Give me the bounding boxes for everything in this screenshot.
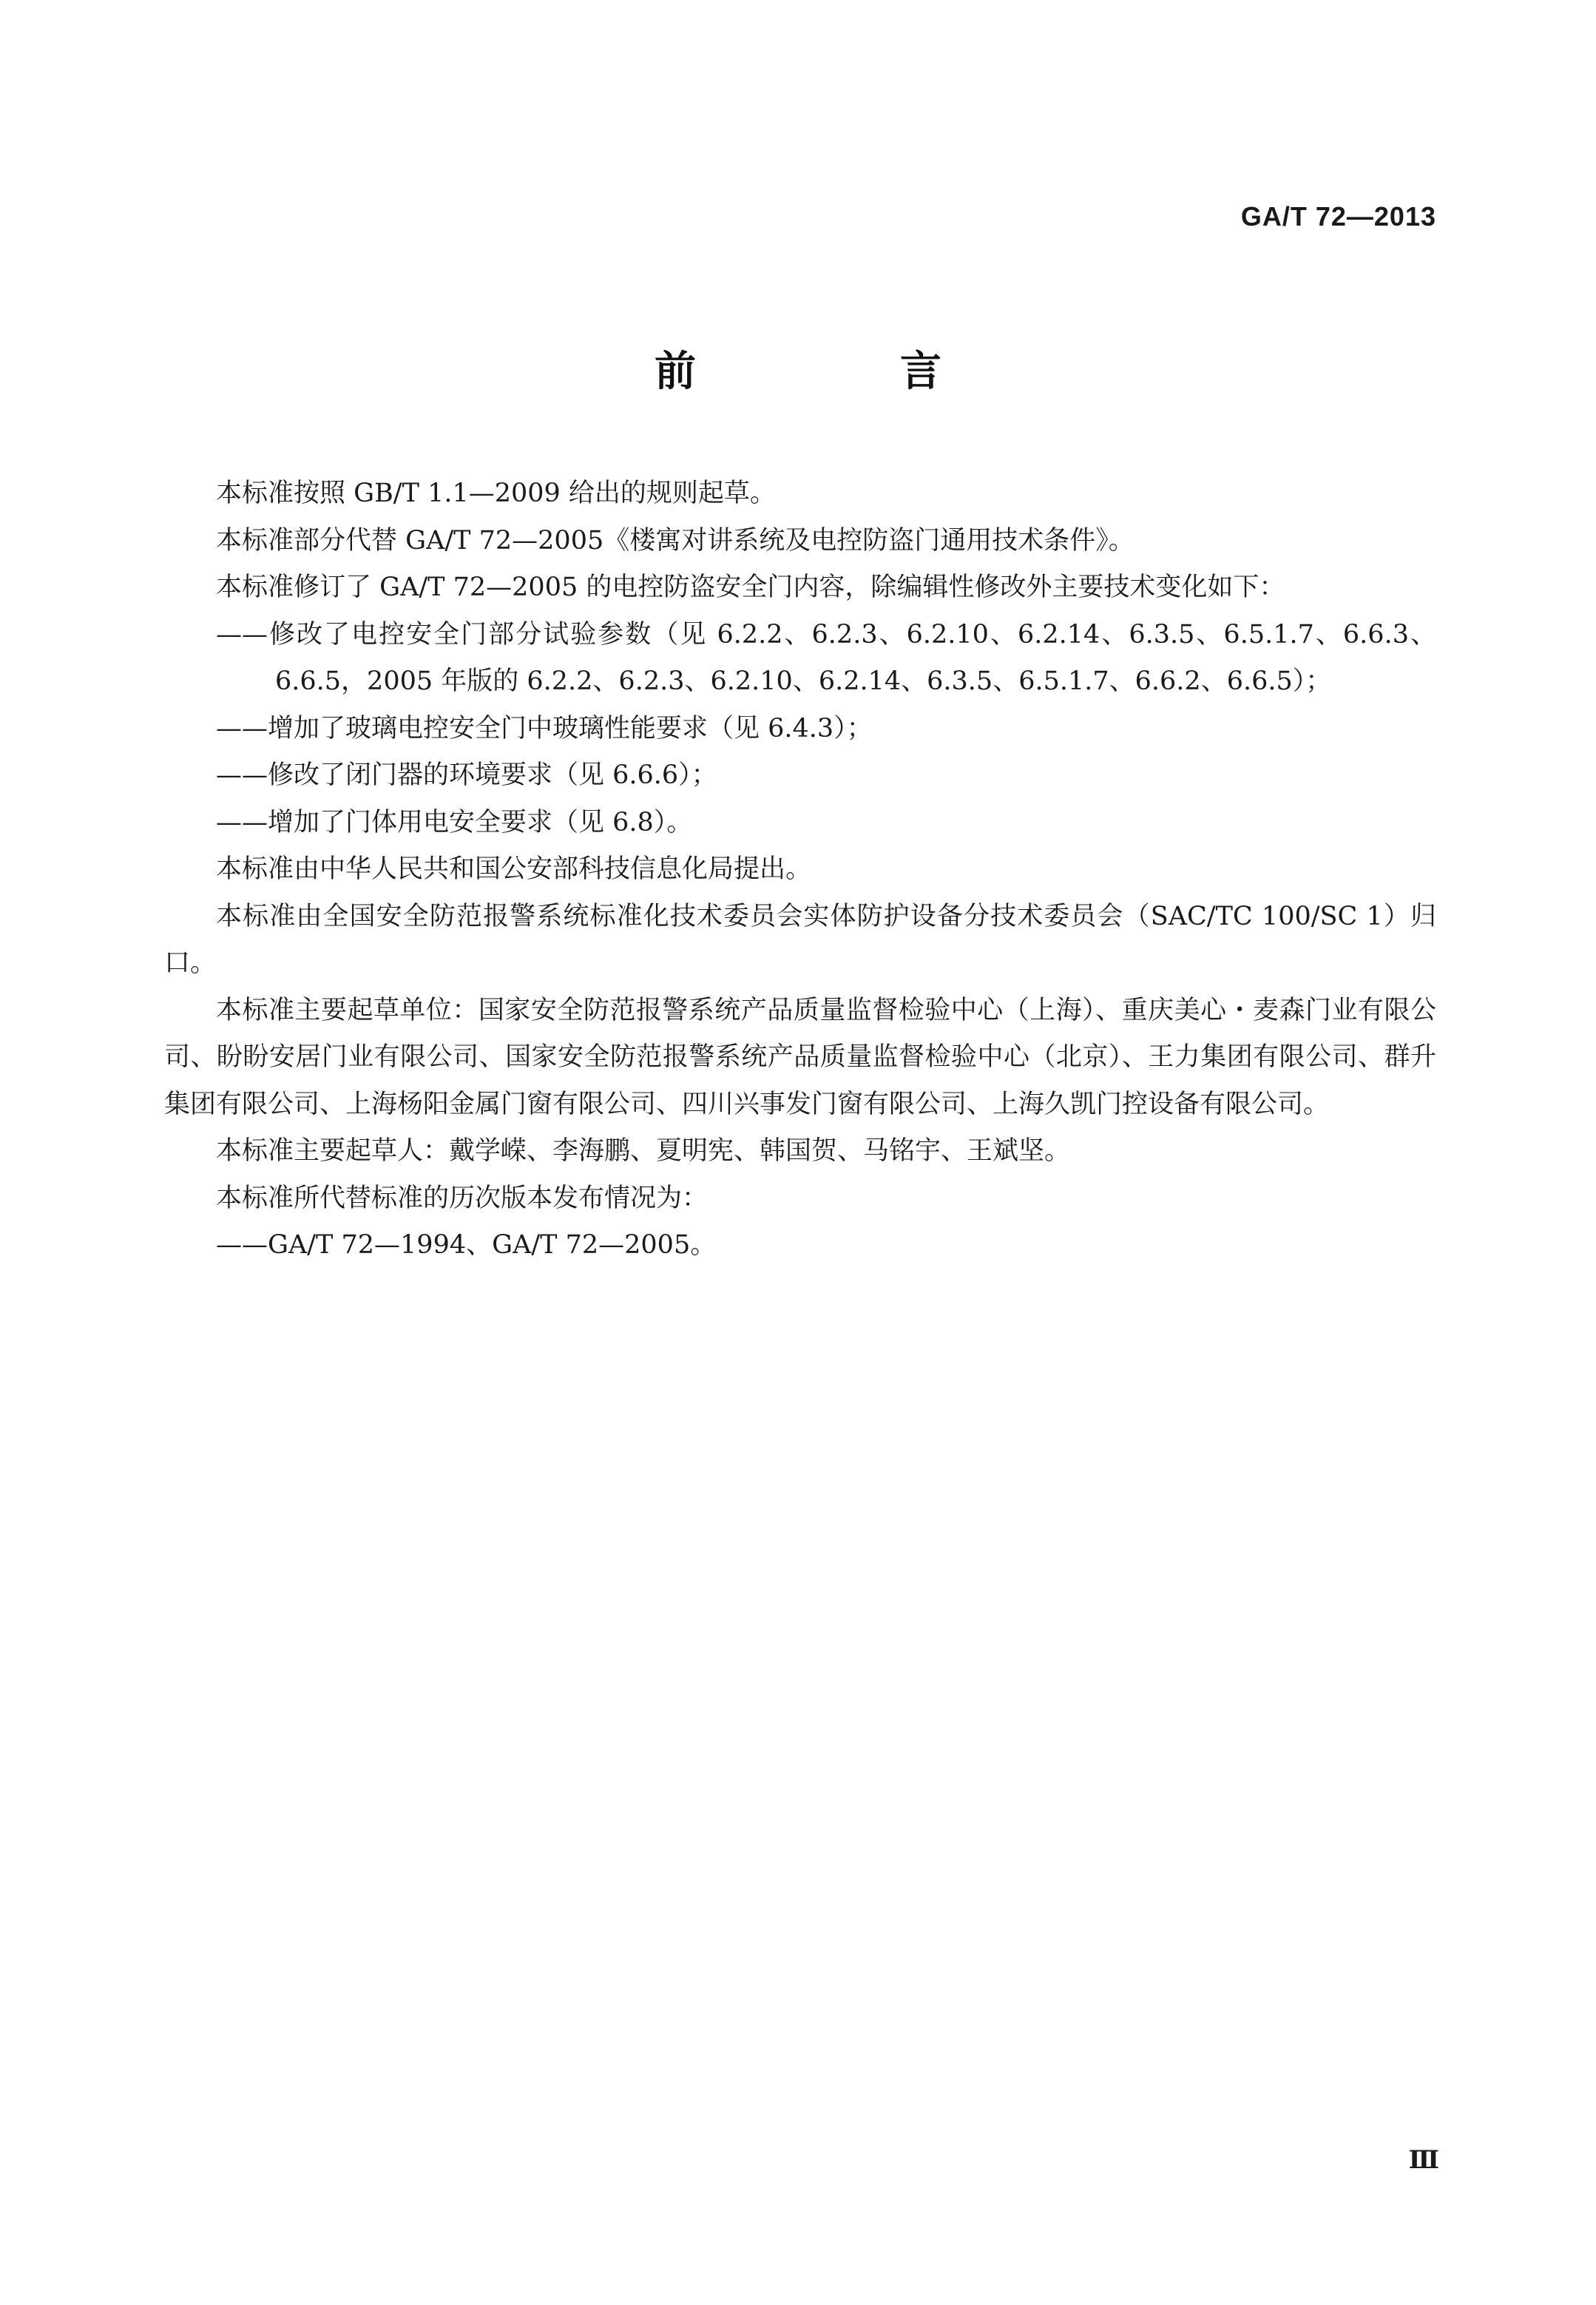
paragraph-revision-summary: 本标准修订了 GA/T 72—2005 的电控防盗安全门内容，除编辑性修改外主要技术变化如下： <box>216 573 1285 602</box>
list-item-glass-requirements: ——增加了玻璃电控安全门中玻璃性能要求（见 6.4.3）； <box>216 713 873 743</box>
page-title: 前 言 <box>655 348 1023 396</box>
list-item-test-parameters: ——修改了电控安全门部分试验参数（见 6.2.2、6.2.3、6.2.10、6.2.14、6.3.5、6.5.1.7、6.6.3、6.6.5，2005 年版的 6.2.2、6.2.3、6.2.10、6.2.14、6.3.5、6.5.1.7、6.6.2、6.6.5）； <box>216 619 1436 696</box>
paragraph-previous-editions: 本标准所代替标准的历次版本发布情况为： <box>216 1183 709 1213</box>
paragraph-drafters: 本标准主要起草人：戴学嵘、李海鹏、夏明宪、韩国贺、马铭宇、王斌坚。 <box>216 1136 1071 1166</box>
standard-code: GA/T 72—2013 <box>1240 201 1436 232</box>
paragraph-drafting-units: 本标准主要起草单位：国家安全防范报警系统产品质量监督检验中心（上海）、重庆美心・麦森门业有限公司、盼盼安居门业有限公司、国家安全防范报警系统产品质量监督检验中心（北京）、王力集团有限公司、群升集团有限公司、上海杨阳金属门窗有限公司、四川兴事发门窗有限公司、上海久凯门控设备有限公司。 <box>164 995 1436 1119</box>
page-number: Ⅲ <box>1408 2145 1439 2175</box>
list-item-door-closer: ——修改了闭门器的环境要求（见 6.6.6）； <box>216 760 717 790</box>
paragraph-drafting-rules: 本标准按照 GB/T 1.1—2009 给出的规则起草。 <box>216 479 776 508</box>
paragraph-proposed-by: 本标准由中华人民共和国公安部科技信息化局提出。 <box>216 854 812 884</box>
list-item-electrical-safety: ——增加了门体用电安全要求（见 6.8）。 <box>216 807 693 837</box>
foreword-body <box>164 470 1436 1269</box>
paragraph-replaces: 本标准部分代替 GA/T 72—2005《楼寓对讲系统及电控防盗门通用技术条件》。 <box>216 525 1135 556</box>
list-item-previous-editions: ——GA/T 72—1994、GA/T 72—2005。 <box>216 1230 717 1260</box>
paragraph-administered-by: 本标准由全国安全防范报警系统标准化技术委员会实体防护设备分技术委员会（SAC/TC 100/SC 1）归口。 <box>164 901 1436 978</box>
